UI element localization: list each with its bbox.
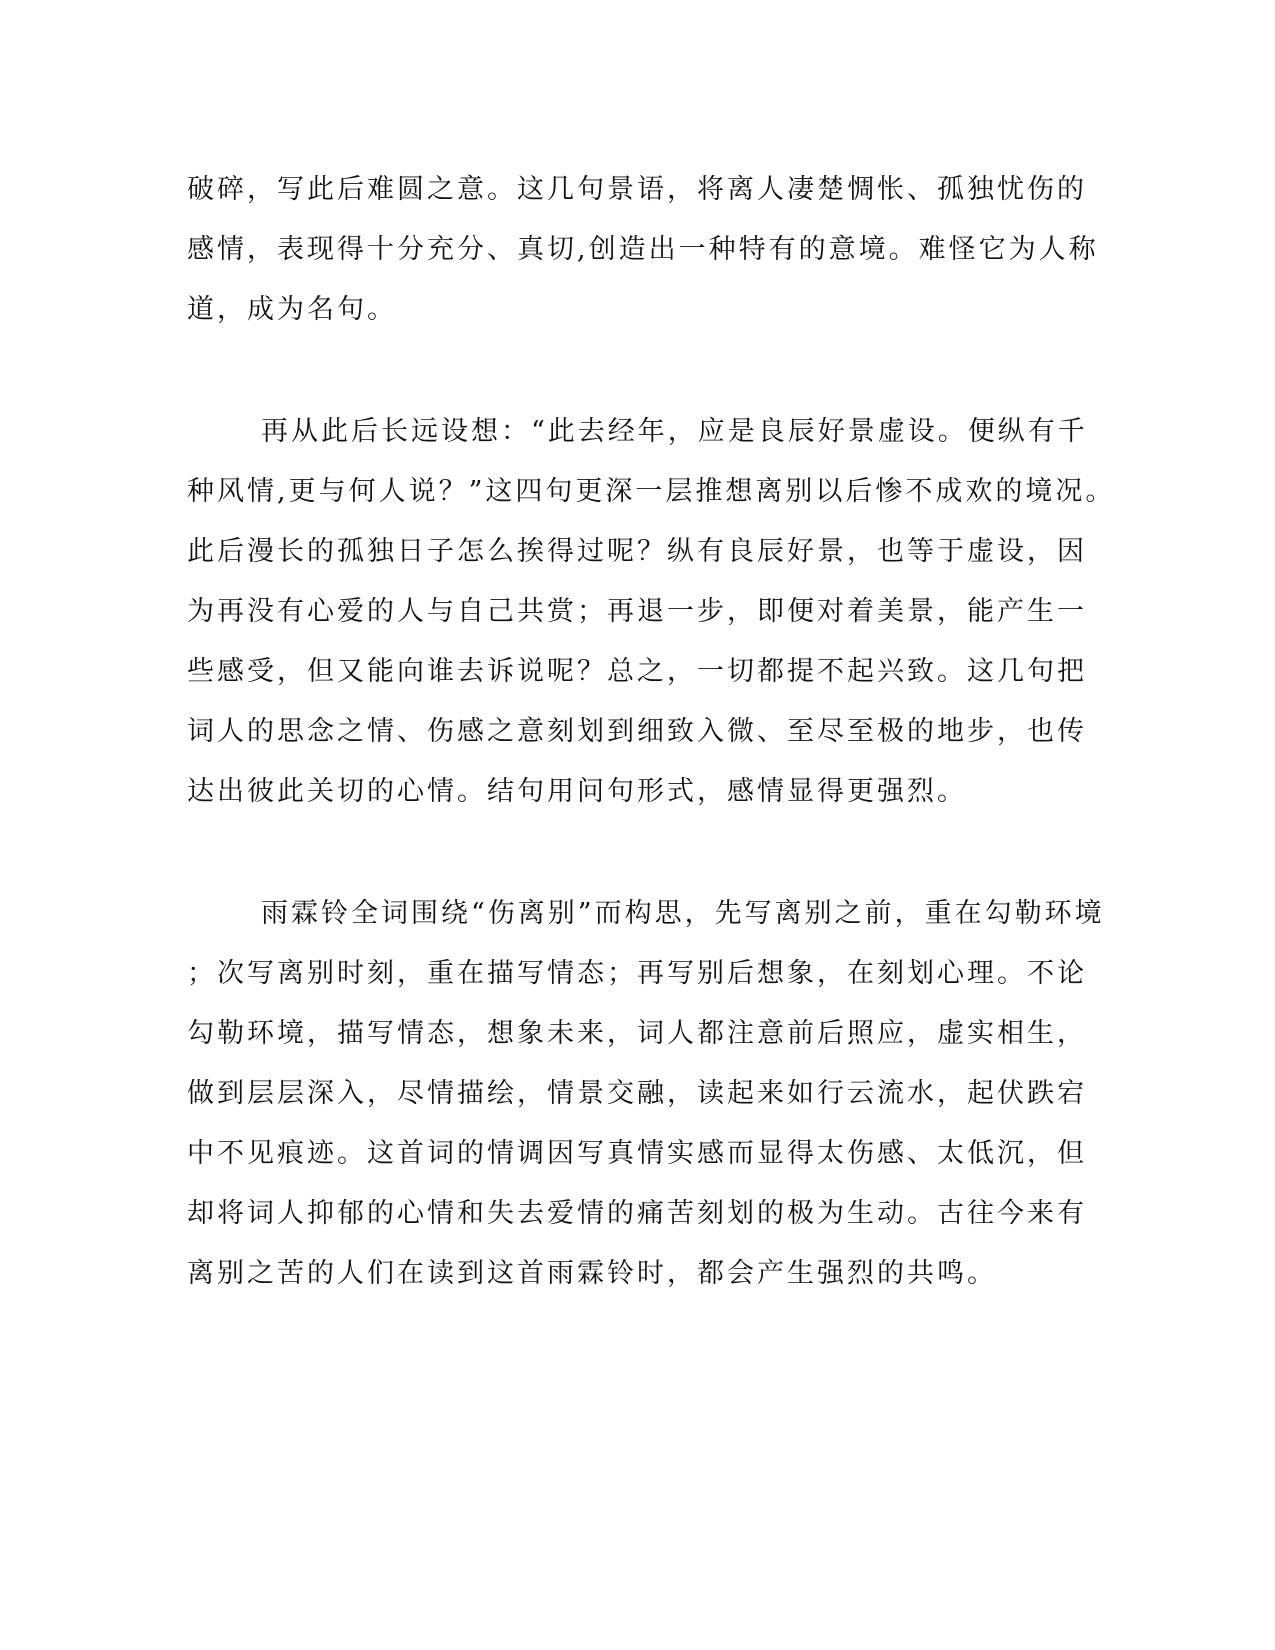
text-line: 却将词人抑郁的心情和失去爱情的痛苦刻划的极为生动。古往今来有 — [187, 1198, 1087, 1229]
text-line: 此后漫长的孤独日子怎么挨得过呢？纵有良辰好景，也等于虚设，因 — [187, 536, 1087, 567]
paragraph-2 — [187, 402, 1116, 822]
text-line: 离别之苦的人们在读到这首雨霖铃时，都会产生强烈的共鸣。 — [187, 1258, 997, 1289]
text-line: 达出彼此关切的心情。结句用问句形式，感情显得更强烈。 — [187, 776, 967, 807]
paragraph-spacer — [187, 340, 1067, 402]
text-line: 感情，表现得十分充分、真切,创造出一种特有的意境。难怪它为人称 — [187, 234, 1099, 265]
text-line: ；次写离别时刻，重在描写情态；再写别后想象，在刻划心理。不论 — [187, 958, 1087, 989]
paragraph-3 — [187, 884, 1105, 1304]
text-line: 种风情,更与何人说？”这四句更深一层推想离别以后惨不成欢的境况。 — [187, 476, 1116, 507]
paragraph-1 — [187, 160, 1099, 340]
text-line: 词人的思念之情、伤感之意刻划到细致入微、至尽至极的地步，也传 — [187, 716, 1087, 747]
text-line: 雨霖铃全词围绕“伤离别”而构思，先写离别之前，重在勾勒环境 — [261, 898, 1105, 929]
text-line: 中不见痕迹。这首词的情调因写真情实感而显得太伤感、太低沉，但 — [187, 1138, 1087, 1169]
text-line: 些感受，但又能向谁去诉说呢？总之，一切都提不起兴致。这几句把 — [187, 656, 1087, 687]
text-line: 为再没有心爱的人与自己共赏；再退一步，即便对着美景，能产生一 — [187, 596, 1087, 627]
document-body — [187, 160, 1116, 1304]
text-line: 勾勒环境，描写情态，想象未来，词人都注意前后照应，虚实相生， — [187, 1018, 1087, 1049]
paragraph-spacer — [187, 822, 1067, 884]
text-line: 破碎，写此后难圆之意。这几句景语，将离人凄楚惆怅、孤独忧伤的 — [187, 174, 1087, 205]
text-line: 做到层层深入，尽情描绘，情景交融，读起来如行云流水，起伏跌宕 — [187, 1078, 1087, 1109]
text-line: 道，成为名句。 — [187, 294, 397, 325]
text-line: 再从此后长远设想：“此去经年，应是良辰好景虚设。便纵有千 — [261, 416, 1088, 447]
